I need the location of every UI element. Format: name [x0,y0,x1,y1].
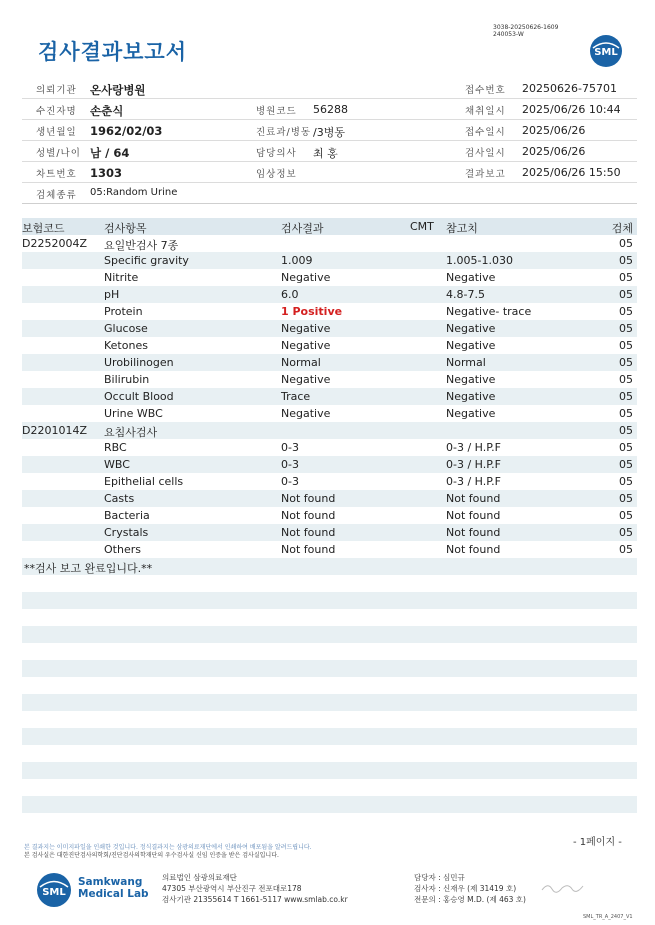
test-item: pH [104,288,120,301]
reference-range: Negative [446,271,496,284]
specimen-code: 05 [619,288,633,301]
company-name-line1: Samkwang [78,876,143,888]
empty-row [22,660,637,677]
reference-range: 1.005-1.030 [446,254,513,267]
reference-range: Negative [446,373,496,386]
info-row [22,183,637,204]
reference-range: 0-3 / H.P.F [446,475,501,488]
specimen-code: 05 [619,390,633,403]
specimen-code: 05 [619,543,633,556]
test-item: 요침사검사 [104,426,158,439]
info-value: 20250626-75701 [522,82,617,95]
result-row [22,286,637,303]
footer-logo-text: SML [42,887,66,898]
reference-range: Negative [446,322,496,335]
test-item: Bacteria [104,509,150,522]
info-label: 성별/나이 [36,148,81,159]
company-name-line2: Medical Lab [78,888,149,900]
test-result: 6.0 [281,288,299,301]
result-row [22,354,637,371]
specimen-code: 05 [619,322,633,335]
test-item: Occult Blood [104,390,174,403]
test-item: Ketones [104,339,148,352]
insurance-code: D2201014Z [22,424,87,437]
result-row [22,320,637,337]
reference-range: Not found [446,492,501,505]
empty-row [22,694,637,711]
test-result: Trace [281,390,311,403]
result-row [22,490,637,507]
test-item: Protein [104,305,143,318]
specimen-code: 05 [619,458,633,471]
test-result: 1 Positive [281,305,343,318]
test-result: Negative [281,339,331,352]
test-item: Casts [104,492,135,505]
address-line: 47305 부산광역시 부산진구 전포대로178 [162,884,302,893]
staff-info [414,872,526,905]
empty-row [22,796,637,813]
header-cmt: CMT [410,220,434,233]
info-label: 검사일시 [465,148,506,159]
result-row [22,541,637,558]
samkwang-logo-icon [36,872,72,908]
info-value: 05:Random Urine [90,187,178,198]
specimen-code: 05 [619,407,633,420]
info-value: 56288 [313,103,348,116]
results-header [22,218,637,235]
result-row [22,235,637,252]
patient-info-table [22,78,637,204]
info-value: 남 / 64 [90,146,130,160]
specimen-code: 05 [619,271,633,284]
info-value: 온사랑병원 [90,83,146,97]
reference-range: Not found [446,509,501,522]
accreditation-text: 본 검사실은 대한진단검사의학회/진단검사의학재단의 우수검사실 신임 인증을 받은 검사실입니다. [24,852,279,859]
empty-row [22,592,637,609]
address-line: 검사기관 21355614 T 1661-5117 www.smlab.co.kr [162,895,348,904]
info-label: 임상정보 [256,169,297,180]
reference-range: Not found [446,526,501,539]
page-title: 검사결과보고서 [38,40,188,64]
info-value: 최 홍 [313,147,338,160]
reference-range: Negative- trace [446,305,532,318]
info-row [22,120,637,141]
reference-range: 4.8-7.5 [446,288,485,301]
result-rows [22,235,637,558]
company-name [78,876,149,900]
info-label: 채취일시 [465,106,506,117]
notice-text: 본 결과지는 이미지파일을 인쇄한 것입니다. 정식결과지는 삼광의료재단에서 인쇄하여 배포됨을 알려드립니다. [24,844,312,851]
empty-row [22,626,637,643]
info-value: 2025/06/26 [522,124,586,137]
test-item: WBC [104,458,130,471]
staff-line: 전문의 : 홍승영 M.D. (제 463 호) [414,895,526,904]
info-label: 생년월일 [36,127,77,138]
form-code: SML_TR_A_2407_V1 [583,914,633,920]
test-result: Negative [281,373,331,386]
test-item: RBC [104,441,127,454]
document-id [493,24,583,38]
end-note-row [22,558,637,575]
specimen-code: 05 [619,356,633,369]
result-row [22,388,637,405]
header-specimen: 검체 [611,222,633,235]
test-item: Bilirubin [104,373,150,386]
result-row [22,303,637,320]
test-result: 0-3 [281,475,299,488]
test-item: Others [104,543,141,556]
info-row [22,99,637,120]
test-result: Not found [281,509,336,522]
test-item: Specific gravity [104,254,189,267]
info-label: 수진자명 [36,106,77,117]
info-row [22,162,637,183]
reference-range: 0-3 / H.P.F [446,441,501,454]
info-value: 2025/06/26 10:44 [522,103,621,116]
result-row [22,337,637,354]
info-label: 차트번호 [36,169,77,180]
test-item: Glucose [104,322,148,335]
result-row [22,371,637,388]
test-result: 1.009 [281,254,313,267]
info-label: 접수일시 [465,127,506,138]
result-row [22,405,637,422]
empty-row [22,728,637,745]
specimen-code: 05 [619,373,633,386]
info-label: 병원코드 [256,106,297,117]
document-id-line2: 240053-W [493,31,524,38]
signature-image [540,880,585,894]
result-row [22,456,637,473]
reference-range: Negative [446,339,496,352]
test-result: Not found [281,492,336,505]
specimen-code: 05 [619,305,633,318]
result-row [22,473,637,490]
document-id-line1: 3038-20250626-1609 [493,24,559,31]
reference-range: Normal [446,356,486,369]
info-value: /3병동 [313,126,345,139]
staff-line: 검사자 : 신재우 (제 31419 호) [414,884,517,893]
info-label: 접수번호 [465,85,506,96]
staff-line: 담당자 : 심민규 [414,873,465,882]
info-label: 진료과/병동 [256,127,312,138]
test-result: Normal [281,356,321,369]
header-result: 검사결과 [281,222,324,235]
specimen-code: 05 [619,526,633,539]
info-label: 의뢰기관 [36,85,77,96]
specimen-code: 05 [619,509,633,522]
info-label: 결과보고 [465,169,506,180]
company-address [162,872,348,905]
specimen-code: 05 [619,441,633,454]
specimen-code: 05 [619,424,633,437]
info-label: 담당의사 [256,148,297,159]
header-ref: 참고치 [446,222,478,235]
reference-range: 0-3 / H.P.F [446,458,501,471]
results-table [22,218,637,575]
specimen-code: 05 [619,475,633,488]
info-row [22,78,637,99]
test-result: Negative [281,407,331,420]
result-row [22,252,637,269]
test-item: Urobilinogen [104,356,174,369]
page-number: - 1페이지 - [573,837,622,848]
test-item: Epithelial cells [104,475,184,488]
test-result: 0-3 [281,441,299,454]
specimen-code: 05 [619,492,633,505]
test-item: 요일반검사 7종 [104,239,179,252]
header-item: 검사항목 [104,222,147,235]
test-item: Nitrite [104,271,139,284]
empty-row [22,762,637,779]
empty-rows [22,592,637,830]
test-result: 0-3 [281,458,299,471]
test-item: Crystals [104,526,149,539]
result-row [22,422,637,439]
specimen-code: 05 [619,237,633,250]
sml-logo-icon [589,34,623,68]
header-code: 보험코드 [22,222,65,235]
result-row [22,507,637,524]
reference-range: Negative [446,407,496,420]
info-row [22,141,637,162]
specimen-code: 05 [619,339,633,352]
info-value: 1962/02/03 [90,124,163,138]
end-note: **검사 보고 완료입니다.** [24,562,153,575]
result-row [22,439,637,456]
specimen-code: 05 [619,254,633,267]
info-value: 1303 [90,166,123,180]
info-value: 2025/06/26 [522,145,586,158]
test-result: Negative [281,271,331,284]
info-value: 손춘식 [90,104,124,118]
logo-text: SML [594,47,618,58]
test-result: Not found [281,526,336,539]
result-row [22,524,637,541]
test-item: Urine WBC [104,407,163,420]
result-row [22,269,637,286]
reference-range: Negative [446,390,496,403]
test-result: Not found [281,543,336,556]
info-value: 2025/06/26 15:50 [522,166,621,179]
insurance-code: D2252004Z [22,237,87,250]
reference-range: Not found [446,543,501,556]
test-result: Negative [281,322,331,335]
address-line: 의료법인 삼광의료재단 [162,873,237,882]
info-label: 검체종류 [36,190,77,201]
